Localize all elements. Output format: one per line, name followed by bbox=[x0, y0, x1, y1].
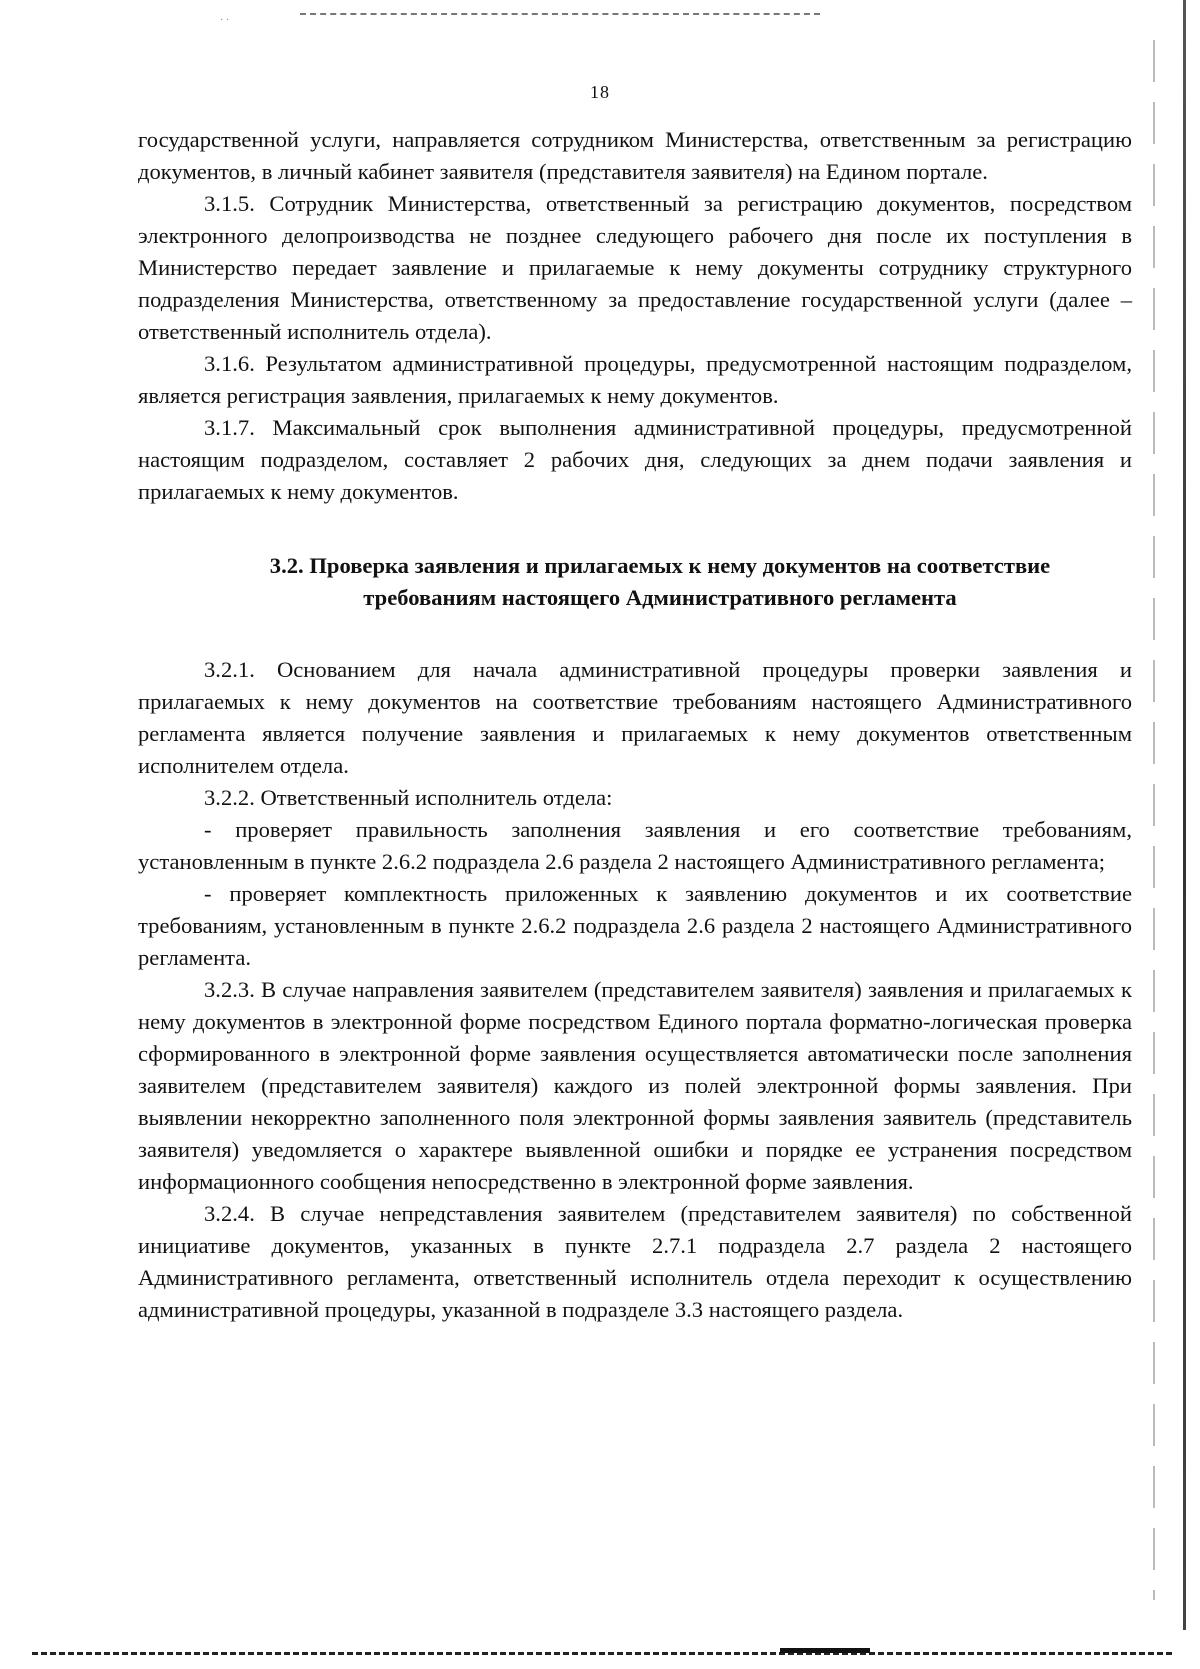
scan-artifact-bottom-rule bbox=[32, 1652, 1172, 1655]
scan-artifact-top-line bbox=[300, 13, 820, 15]
scan-artifact-right-marks bbox=[1153, 40, 1155, 1600]
section-heading-3-2: 3.2. Проверка заявления и прилагаемых к нему документов на соответствие требованиям настоящего Административного регламента bbox=[269, 553, 1051, 610]
paragraph-continuation: государственной услуги, направляется сотрудником Министерства, ответственным за регистрацию документов, в личный кабинет заявителя (представителя заявителя) на Едином портале. bbox=[138, 127, 1132, 184]
paragraph-3-2-3: 3.2.3. В случае направления заявителем (представителем заявителя) заявления и прилагаемых к нему документов в электронной форме посредством Единого портала форматно-логическая проверка сформированного в электронной форме заявления осуществляется автоматически после заполнения заявителем (представителем заявителя) каждого из полей электронной формы заявления. При выявлении некорректно заполненного поля электронной формы заявления заявитель (представитель заявителя) уведомляется о характере выявленной ошибки и порядке ее устранения посредством информационного сообщения непосредственно в электронной форме заявления. bbox=[138, 977, 1132, 1194]
paragraph-3-1-7: 3.1.7. Максимальный срок выполнения административной процедуры, предусмотренной настоящим подразделом, составляет 2 рабочих дня, следующих за днем подачи заявления и прилагаемых к нему документов. bbox=[138, 415, 1132, 504]
scan-artifact-bottom-mark bbox=[780, 1648, 870, 1653]
paragraph-3-1-5: 3.1.5. Сотрудник Министерства, ответственный за регистрацию документов, посредством электронного делопроизводства не позднее следующего рабочего дня после их поступления в Министерство передает заявление и прилагаемые к нему документы сотруднику структурного подразделения Министерства, ответственному за предоставление государственной услуги (далее – ответственный исполнитель отдела). bbox=[138, 191, 1132, 344]
paragraph-3-2-2: 3.2.2. Ответственный исполнитель отдела: bbox=[204, 785, 613, 810]
paragraph-3-2-1: 3.2.1. Основанием для начала административной процедуры проверки заявления и прилагаемых к нему документов на соответствие требованиям настоящего Административного регламента является получение заявления и прилагаемых к нему документов ответственным исполнителем отдела. bbox=[138, 657, 1132, 778]
scan-artifact-dots: · · bbox=[220, 15, 230, 26]
list-item-check-correctness: - проверяет правильность заполнения заявления и его соответствие требованиям, установленным в пункте 2.6.2 подраздела 2.6 раздела 2 настоящего Административного регламента; bbox=[138, 817, 1132, 874]
list-item-check-completeness: - проверяет комплектность приложенных к заявлению документов и их соответствие требованиям, установленным в пункте 2.6.2 подраздела 2.6 раздела 2 настоящего Административного регламента. bbox=[138, 881, 1132, 970]
paragraph-3-2-4: 3.2.4. В случае непредставления заявителем (представителем заявителя) по собственной инициативе документов, указанных в пункте 2.7.1 подраздела 2.7 раздела 2 настоящего Административного регламента, ответственный исполнитель отдела переходит к осуществлению административной процедуры, указанной в подразделе 3.3 настоящего раздела. bbox=[138, 1201, 1132, 1322]
document-body bbox=[138, 124, 1132, 1326]
scan-artifact-right-edge bbox=[1183, 0, 1186, 1630]
paragraph-3-1-6: 3.1.6. Результатом административной процедуры, предусмотренной настоящим подразделом, является регистрация заявления, прилагаемых к нему документов. bbox=[138, 351, 1132, 408]
page-number: 18 bbox=[590, 82, 610, 102]
